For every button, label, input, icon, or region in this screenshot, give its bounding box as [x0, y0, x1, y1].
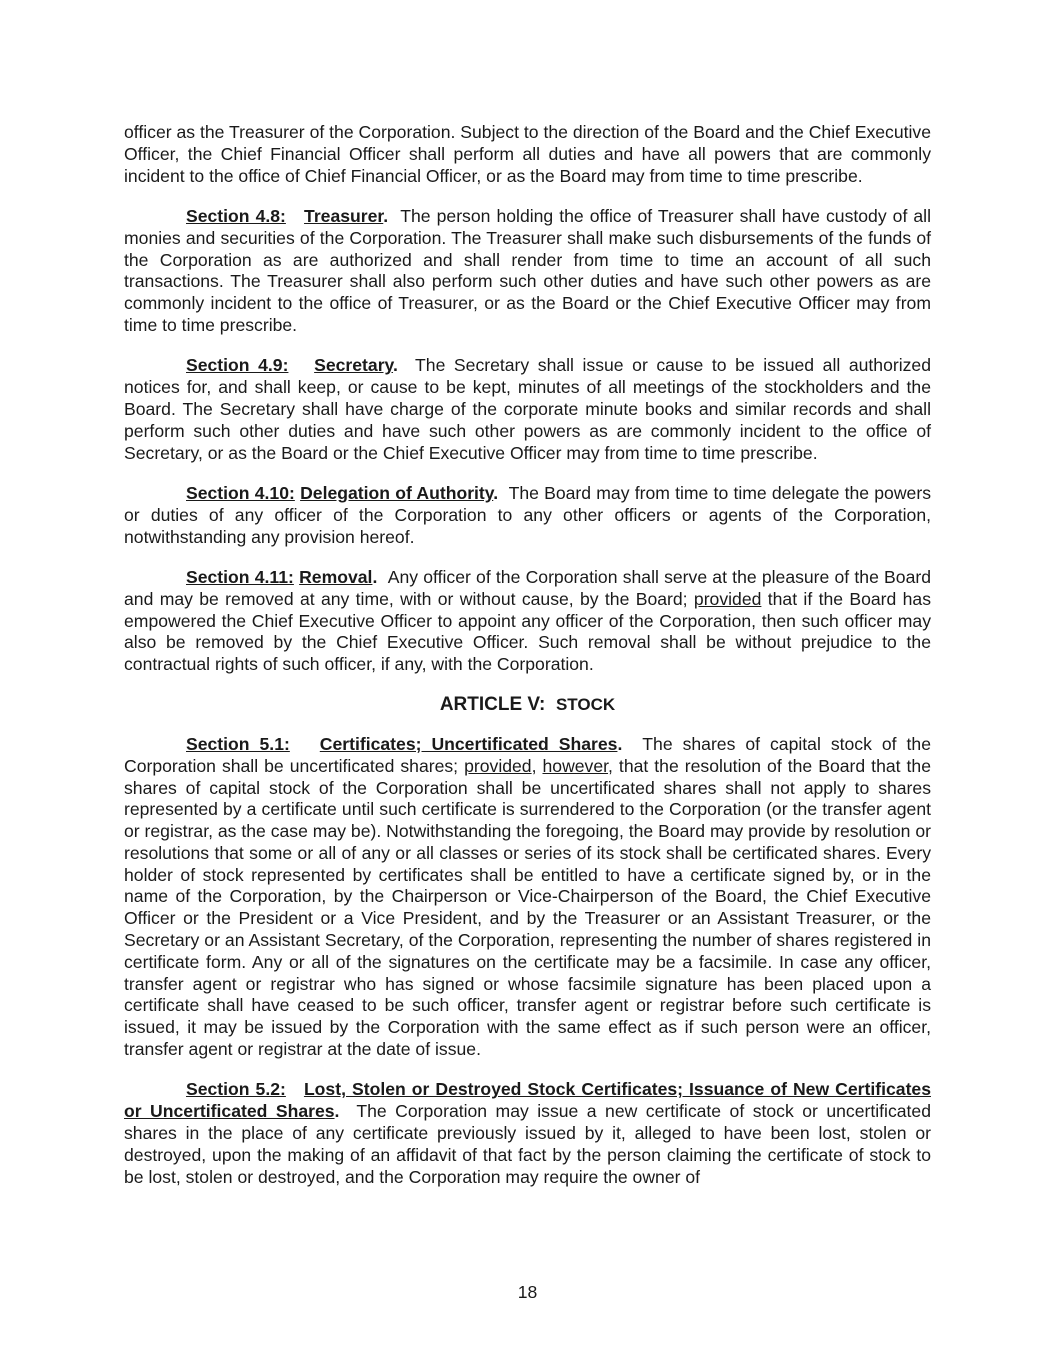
underlined-term: provided: [693, 588, 762, 609]
underlined-term-provided: provided: [464, 755, 532, 776]
section-body-part-a: Any officer of the Corporation shall serve at the pleasure of the Board and may be removed at any time, with or without cause, by the Board;: [124, 566, 932, 609]
article-title: STOCK: [555, 694, 616, 714]
intro-paragraph: officer as the Treasurer of the Corporation. Subject to the direction of the Board and the Chief Executive Officer, the Chief Financial Officer shall perform all duties and have all powers that are commonly incident to the office of Chief Financial Officer, or as the Board may from time to time prescribe.: [124, 122, 931, 186]
section-label: Section 4.11:: [186, 566, 294, 587]
section-body-part-a: The shares of capital stock of the Corporation shall be uncertificated shares;: [124, 733, 931, 776]
article-heading: [124, 693, 931, 717]
section-body-part-b: that if the Board has empowered the Chief Executive Officer to appoint any officer of the Corporation, then such officer may also be removed by the Chief Executive Officer. Such removal shall be without prejudice to the contractual rights of such officer, if any, with the Corporation.: [124, 588, 932, 675]
section-4-11: Section 4.11: Removal. Any officer of the Corporation shall serve at the pleasure of the Board and may be removed at any time, with or without cause, by the Board; provided that if the Board has empowered the Chief Executive Officer to appoint any officer of the Corporation, then such officer may also be removed by the Chief Executive Officer. Such removal shall be without prejudice to the contractual rights of such officer, if any, with the Corporation.: [124, 566, 932, 675]
section-body: The Board may from time to time delegate the powers or duties of any officer of the Corporation to any other officers or agents of the Corporation, notwithstanding any provision hereof.: [124, 482, 931, 547]
section-body-part-b: , that the resolution of the Board that the shares of capital stock of the Corporation shall be uncertificated shares shall not apply to shares represented by a certificate until such certificate is surrendered to the Corporation (or the transfer agent or registrar, as the case may be). Notwithstanding the foregoing, the Board may provide by resolution or resolutions that some or all of any or all classes or series of its stock shall be certificated shares. Every holder of stock represented by certificates shall be entitled to have a certificate signed by, or in the name of the Corporation, by the Chairperson or Vice-Chairperson of the Board, the Chief Executive Officer or the President or a Vice President, and by the Treasurer or an Assistant Treasurer, or the Secretary or an Assistant Secretary, of the Corporation, representing the number of shares registered in certificate form. Any or all of the signatures on the certificate may be a facsimile. In case any officer, transfer agent or registrar who has signed or whose facsimile signature has been placed upon a certificate shall have ceased to be such officer, transfer agent or registrar before such certificate is issued, it may be issued by the Corporation with the same effect as if such person were an officer, transfer agent or registrar at the date of issue.: [124, 755, 931, 1060]
section-5-2: Section 5.2: Lost, Stolen or Destroyed Stock Certificates; Issuance of New Certificates or Uncertificated Shares. The Corporation may issue a new certificate of stock or uncertificated shares in the place of any certificate previously issued by it, alleged to have been lost, stolen or destroyed, upon the making of an affidavit of that fact by the person claiming the certificate of stock to be lost, stolen or destroyed, and the Corporation may require the owner of: [124, 1079, 931, 1187]
section-label: Section 5.2:: [186, 1079, 286, 1100]
section-body: The person holding the office of Treasurer shall have custody of all monies and securities of the Corporation. The Treasurer shall make such disbursements of the funds of the Corporation as are authorized and shall render from time to time an account of all such transactions. The Treasurer shall also perform such other duties and have such other powers as are commonly incident to the office of Treasurer, or as the Board or the Chief Executive Officer may from time to time prescribe.: [124, 205, 931, 335]
section-body: The Corporation may issue a new certificate of stock or uncertificated shares in the place of any certificate previously issued by it, alleged to have been lost, stolen or destroyed, upon the making of an affidavit of that fact by the person claiming the certificate of stock to be lost, stolen or destroyed, and the Corporation may require the owner of: [124, 1101, 931, 1187]
section-5-1: Section 5.1: Certificates; Uncertificated Shares. The shares of capital stock of the Corporation shall be uncertificated shares; provided, however, that the resolution of the Board that the shares of capital stock of the Corporation shall be uncertificated shares shall not apply to shares represented by a certificate until such certificate is surrendered to the Corporation (or the transfer agent or registrar, as the case may be). Notwithstanding the foregoing, the Board may provide by resolution or resolutions that some or all of any or all classes or series of its stock shall be certificated shares. Every holder of stock represented by certificates shall be entitled to have a certificate signed by, or in the name of the Corporation, by the Chairperson or Vice-Chairperson of the Board, the Chief Executive Officer or the President or a Vice President, and by the Treasurer or an Assistant Treasurer, or the Secretary or an Assistant Secretary, of the Corporation, representing the number of shares registered in certificate form. Any or all of the signatures on the certificate may be a facsimile. In case any officer, transfer agent or registrar who has signed or whose facsimile signature has been placed upon a certificate shall have ceased to be such officer, transfer agent or registrar before such certificate is issued, it may be issued by the Corporation with the same effect as if such person were an officer, transfer agent or registrar at the date of issue.: [124, 733, 931, 1060]
section-label: Section 4.10:: [186, 482, 295, 503]
section-title: Lost, Stolen or Destroyed Stock Certificates; Issuance of New Certificates or Uncertificated Shares: [124, 1079, 931, 1122]
section-label: Section 5.1:: [186, 733, 290, 754]
section-4-10: Section 4.10: Delegation of Authority. The Board may from time to time delegate the powers or duties of any officer of the Corporation to any other officers or agents of the Corporation, notwithstanding any provision hereof.: [124, 482, 931, 547]
page-number: 18: [517, 1282, 538, 1302]
underlined-term-however: however: [542, 755, 609, 776]
section-body: The Secretary shall issue or cause to be issued all authorized notices for, and shall keep, or cause to be kept, minutes of all meetings of the stockholders and the Board. The Secretary shall have charge of the corporate minute books and similar records and shall perform such other duties and have such other powers as are commonly incident to the office of Secretary, or as the Board or the Chief Executive Officer may from time to time prescribe.: [124, 355, 931, 463]
section-title: Treasurer: [304, 205, 384, 226]
section-label: Section 4.8:: [186, 205, 286, 226]
section-title: Removal: [299, 566, 373, 587]
section-title: Certificates; Uncertificated Shares: [319, 733, 618, 754]
article-number: ARTICLE V:: [439, 693, 546, 715]
section-4-9: Section 4.9: Secretary. The Secretary shall issue or cause to be issued all authorized notices for, and shall keep, or cause to be kept, minutes of all meetings of the stockholders and the Board. The Secretary shall have charge of the corporate minute books and similar records and shall perform such other duties and have such other powers as are commonly incident to the office of Secretary, or as the Board or the Chief Executive Officer may from time to time prescribe.: [124, 355, 931, 463]
separator: ,: [531, 755, 537, 776]
section-label: Section 4.9:: [186, 355, 289, 376]
section-title: Secretary: [314, 355, 394, 376]
section-4-8: Section 4.8: Treasurer. The person holding the office of Treasurer shall have custody of all monies and securities of the Corporation. The Treasurer shall make such disbursements of the funds of the Corporation as are authorized and shall render from time to time an account of all such transactions. The Treasurer shall also perform such other duties and have such other powers as are commonly incident to the office of Treasurer, or as the Board or the Chief Executive Officer may from time to time prescribe.: [124, 205, 931, 335]
document-page: [124, 122, 931, 1188]
section-title: Delegation of Authority: [300, 482, 494, 503]
